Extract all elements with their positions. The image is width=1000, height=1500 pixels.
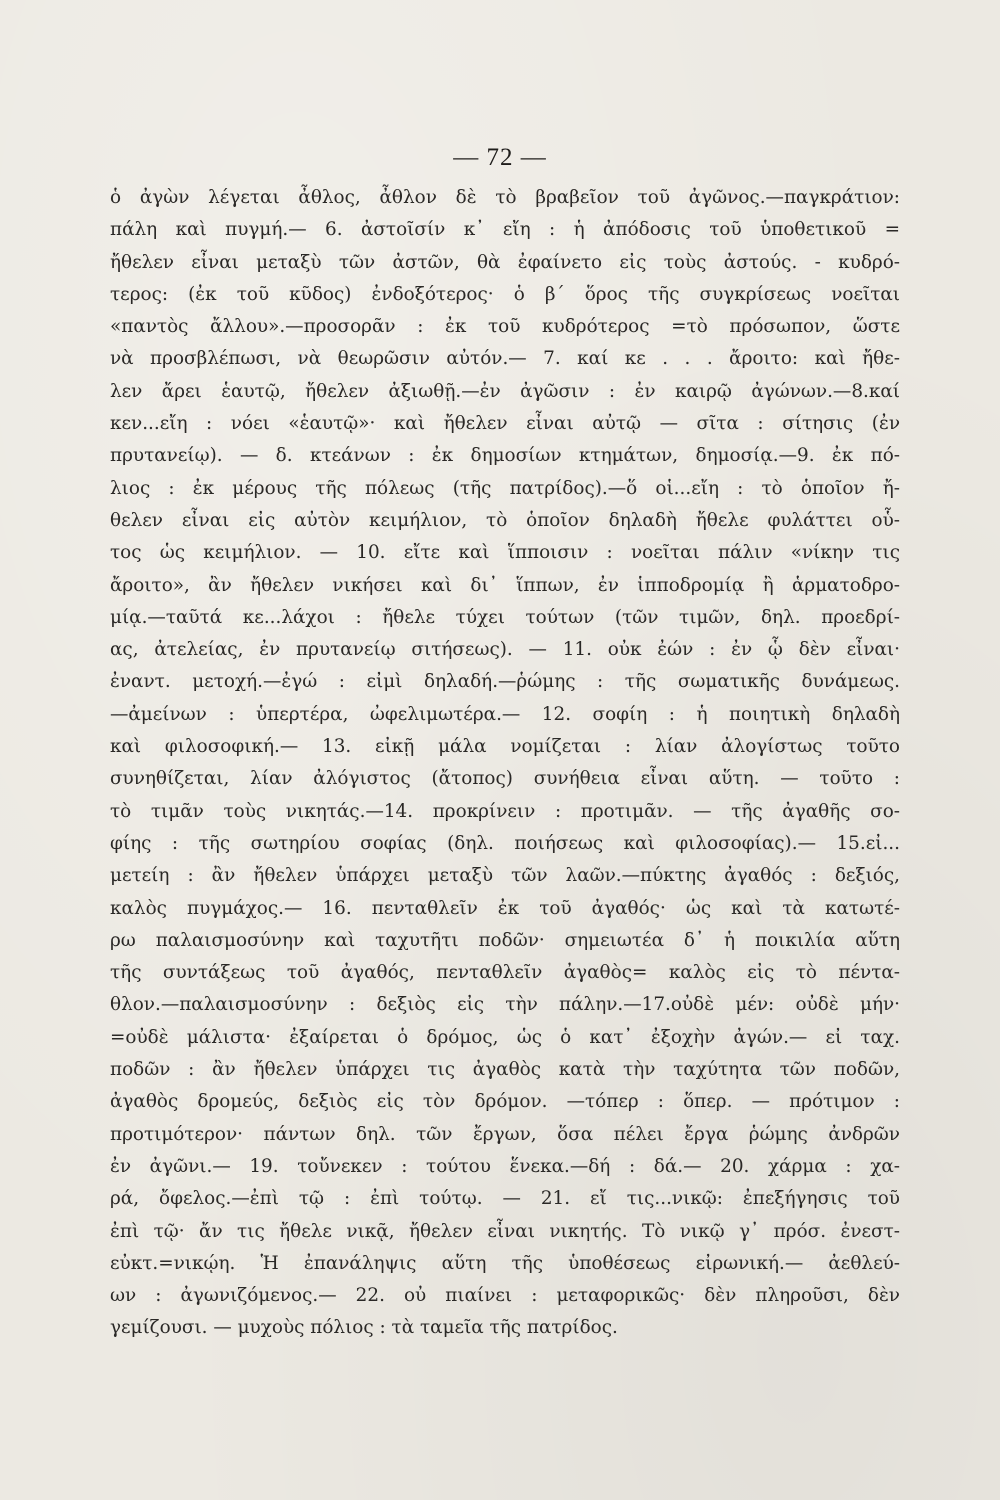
text-line: καλὸς πυγμάχος.— 16. πενταθλεῖν ἐκ τοῦ ἀγαθός· ὡς καὶ τὰ κατωτέ- <box>110 897 900 919</box>
text-line: καὶ φιλοσοφική.— 13. εἰκῇ μάλα νομίζεται : λίαν ἀλογίστως τοῦτο <box>110 736 900 758</box>
text-line: πρυτανείῳ). — δ. κτεάνων : ἐκ δημοσίων κτημάτων, δημοσίᾳ.—9. ἐκ πό- <box>110 445 900 467</box>
commentary-text <box>110 182 900 1345</box>
text-line: «παντὸς ἄλλου».—προσορᾶν : ἐκ τοῦ κυδρότερος =τὸ πρόσωπον, ὥστε <box>110 316 900 338</box>
text-line: —ἀμείνων : ὑπερτέρα, ὠφελιμωτέρα.— 12. σοφίη : ἡ ποιητικὴ δηλαδὴ <box>110 703 900 725</box>
text-line: τος ὡς κειμήλιον. — 10. εἴτε καὶ ἵπποισιν : νοεῖται πάλιν «νίκην τις <box>110 542 900 564</box>
text-line: πάλη καὶ πυγμή.— 6. ἀστοῖσίν κ᾽ εἴη : ἡ ἀπόδοσις τοῦ ὑποθετικοῦ = <box>110 219 900 241</box>
text-line: κεν...εἴη : νόει «ἑαυτῷ»· καὶ ἤθελεν εἶναι αὐτῷ — σῖτα : σίτησις (ἐν <box>110 413 900 435</box>
text-line: ποδῶν : ἂν ἤθελεν ὑπάρχει τις ἀγαθὸς κατὰ τὴν ταχύτητα τῶν ποδῶν, <box>110 1059 900 1081</box>
text-line: φίης : τῆς σωτηρίου σοφίας (δηλ. ποιήσεως καὶ φιλοσοφίας).— 15.εἰ... <box>110 832 900 854</box>
text-line: τὸ τιμᾶν τοὺς νικητάς.—14. προκρίνειν : προτιμᾶν. — τῆς ἀγαθῆς σο- <box>110 800 900 822</box>
text-line: ὁ ἀγὼν λέγεται ἆθλος, ἆθλον δὲ τὸ βραβεῖον τοῦ ἀγῶνος.—παγκράτιον: <box>110 187 900 208</box>
text-line: μίᾳ.—ταῦτά κε...λάχοι : ἤθελε τύχει τούτων (τῶν τιμῶν, δηλ. προεδρί- <box>110 606 900 628</box>
text-line: ἐπὶ τῷ· ἄν τις ἤθελε νικᾷ, ἤθελεν εἶναι νικητής. Τὸ νικῷ γ᾽ πρόσ. ἐνεστ- <box>110 1220 900 1242</box>
text-line: ἀγαθὸς δρομεύς, δεξιὸς εἰς τὸν δρόμον. —τόπερ : ὅπερ. — πρότιμον : <box>110 1091 900 1113</box>
text-line: τῆς συντάξεως τοῦ ἀγαθός, πενταθλεῖν ἀγαθὸς= καλὸς εἰς τὸ πέντα- <box>110 962 900 984</box>
text-line: γεμίζουσι. — μυχοὺς πόλιος : τὰ ταμεῖα τῆς πατρίδος. <box>110 1317 618 1339</box>
text-line: θελεν εἶναι εἰς αὐτὸν κειμήλιον, τὸ ὁποῖον δηλαδὴ ἤθελε φυλάττει οὗ- <box>110 509 900 531</box>
text-line: νὰ προσβλέπωσι, νὰ θεωρῶσιν αὐτόν.— 7. καί κε . . . ἄροιτο: καὶ ἤθε- <box>110 348 900 370</box>
text-line: ἐν ἀγῶνι.— 19. τοὔνεκεν : τούτου ἕνεκα.—δή : δά.— 20. χάρμα : χα- <box>110 1155 900 1177</box>
text-line: τερος: (ἐκ τοῦ κῦδος) ἐνδοξότερος· ὁ β΄ ὅρος τῆς συγκρίσεως νοεῖται <box>110 283 900 305</box>
text-line: ας, ἀτελείας, ἐν πρυτανείῳ σιτήσεως). — 11. οὐκ ἐών : ἐν ᾧ δὲν εἶναι· <box>110 639 900 661</box>
text-line: ων : ἀγωνιζόμενος.— 22. οὐ πιαίνει : μεταφορικῶς· δὲν πληροῦσι, δὲν <box>110 1285 900 1307</box>
text-line: ἐναντ. μετοχή.—ἐγώ : εἰμὶ δηλαδή.—ῥώμης : τῆς σωματικῆς δυνάμεως. <box>110 671 900 693</box>
text-line: εὐκτ.=νικῴη. Ἡ ἐπανάληψις αὕτη τῆς ὑποθέσεως εἰρωνική.— ἀεθλεύ- <box>110 1252 900 1274</box>
text-line: ἄροιτο», ἂν ἤθελεν νικήσει καὶ δι᾽ ἵππων, ἐν ἱπποδρομίᾳ ἢ ἁρματοδρο- <box>110 574 900 596</box>
text-line: προτιμότερον· πάντων δηλ. τῶν ἔργων, ὅσα πέλει ἔργα ῥώμης ἀνδρῶν <box>110 1123 900 1145</box>
text-line: ἤθελεν εἶναι μεταξὺ τῶν ἀστῶν, θὰ ἐφαίνετο εἰς τοὺς ἀστούς. - κυδρό- <box>110 251 900 273</box>
text-line: θλον.—παλαισμοσύνην : δεξιὸς εἰς τὴν πάλην.—17.οὐδὲ μέν: οὐδὲ μήν· <box>110 994 900 1016</box>
text-line: ρά, ὄφελος.—ἐπὶ τῷ : ἐπὶ τούτῳ. — 21. εἴ τις...νικῷ: ἐπεξήγησις τοῦ <box>110 1188 900 1210</box>
text-line: ρω παλαισμοσύνην καὶ ταχυτῆτι ποδῶν· σημειωτέα δ᾽ ἡ ποικιλία αὕτη <box>110 929 900 951</box>
page-number: — 72 — <box>453 144 547 171</box>
text-line: συνηθίζεται, λίαν ἀλόγιστος (ἄτοπος) συνήθεια εἶναι αὕτη. — τοῦτο : <box>110 768 900 790</box>
text-line: λιος : ἐκ μέρους τῆς πόλεως (τῆς πατρίδος).—ὅ οἱ...εἴη : τὸ ὁποῖον ἤ- <box>110 477 900 499</box>
text-line: μετείη : ἂν ἤθελεν ὑπάρχει μεταξὺ τῶν λαῶν.—πύκτης ἀγαθός : δεξιός, <box>110 865 900 887</box>
text-line: =οὐδὲ μάλιστα· ἐξαίρεται ὁ δρόμος, ὡς ὁ κατ᾽ ἐξοχὴν ἀγών.— εἰ ταχ. <box>110 1026 900 1048</box>
text-line: λεν ἄρει ἑαυτῷ, ἤθελεν ἀξιωθῇ.—ἐν ἀγῶσιν : ἐν καιρῷ ἀγώνων.—8.καί <box>110 380 900 402</box>
